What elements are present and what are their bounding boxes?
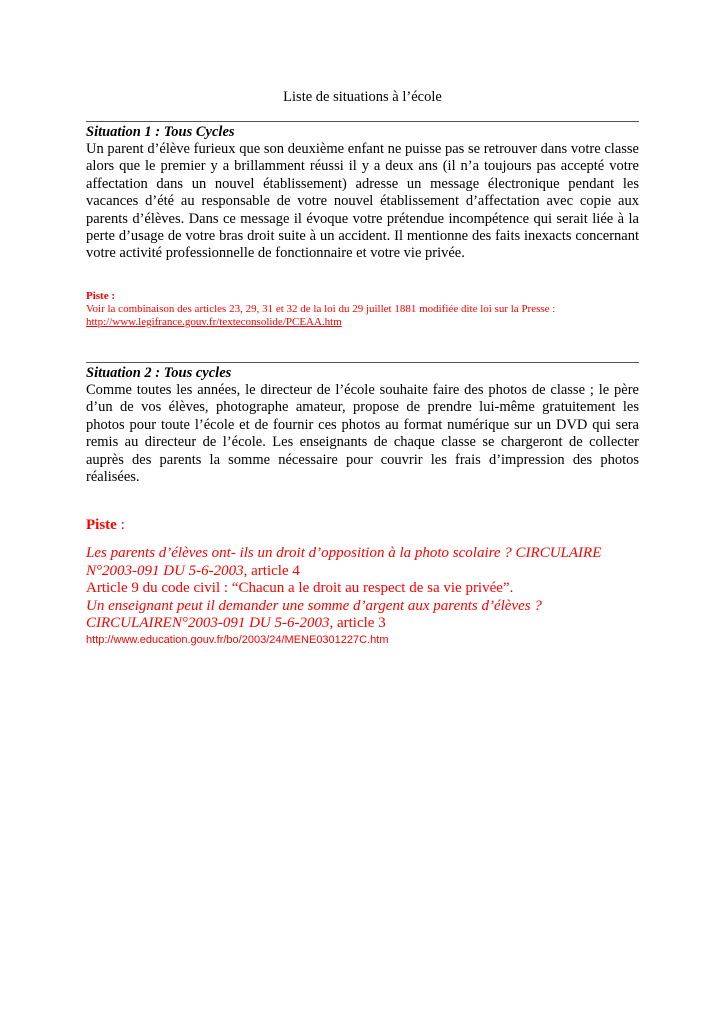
section-divider — [86, 121, 639, 122]
piste-line-5-italic: CIRCULAIREN°2003-091 DU 5-6-2003, — [86, 615, 334, 632]
legifrance-link[interactable]: http://www.legifrance.gouv.fr/texteconsolide/PCEAA.htm — [86, 316, 342, 328]
piste-line-2 — [86, 563, 639, 581]
situation-1-heading: Situation 1 : Tous Cycles — [86, 124, 235, 140]
piste-line-3: Article 9 du code civil : “Chacun a le droit au respect de sa vie privée”. — [86, 580, 514, 597]
piste-line-2-rest: article 4 — [247, 562, 300, 579]
situation-2-piste-content — [86, 545, 639, 647]
piste-line-1: Les parents d’élèves ont- ils un droit d’opposition à la photo scolaire ? CIRCULAIRE — [86, 545, 602, 561]
situation-1-body: Un parent d’élève furieux que son deuxième enfant ne puisse pas se retrouver dans votre classe alors que le premier y a brillamment réussi il y a deux ans (il n’a toujours pas accepté votre affectation dans un nouvel établissement) adresse un message électronique pendant les vacances d’été au responsable de votre nouvel établissement d’affectation avec copie aux parents d’élèves. Dans ce message il évoque votre prétendue incompétence qui serait liée à la perte d’usage de votre bras droit suite à un accident. Il mentionne des faits inexacts concernant votre activité professionnelle de fonctionnaire et votre vie privée. — [86, 141, 639, 262]
document-title: Liste de situations à l’école — [283, 89, 442, 105]
piste-line-5-rest: article 3 — [333, 615, 386, 632]
situation-2-body: Comme toutes les années, le directeur de l’école souhaite faire des photos de classe ; le père d’un de vos élèves, photographe amateur, propose de prendre lui-même gratuitement les photos pour toute l’école et de fournir ces photos au format numérique sur un DVD qui sera remis au directeur de l’école. Les enseignants de chaque classe se chargeront de collecter auprès des parents la somme nécessaire pour couvrir les frais d’impression des photos réalisées. — [86, 382, 639, 486]
section-divider — [86, 362, 639, 363]
piste-label: Piste : — [86, 290, 116, 302]
situation-2-heading: Situation 2 : Tous cycles — [86, 365, 232, 381]
piste-text: Voir la combinaison des articles 23, 29, 31 et 32 de la loi du 29 juillet 1881 modifiée dite loi sur la Presse : — [86, 303, 556, 315]
situation-2-piste-label — [86, 516, 125, 534]
situation-1-piste — [86, 290, 639, 329]
piste-line-2-italic: N°2003-091 DU 5-6-2003, — [86, 562, 248, 579]
piste-colon: : — [116, 517, 125, 533]
piste-line-4: Un enseignant peut il demander une somme d’argent aux parents d’élèves ? — [86, 597, 542, 614]
education-link[interactable]: http://www.education.gouv.fr/bo/2003/24/MENE0301227C.htm — [86, 633, 389, 646]
piste-line-5 — [86, 615, 639, 633]
piste-label: Piste — [86, 517, 117, 533]
